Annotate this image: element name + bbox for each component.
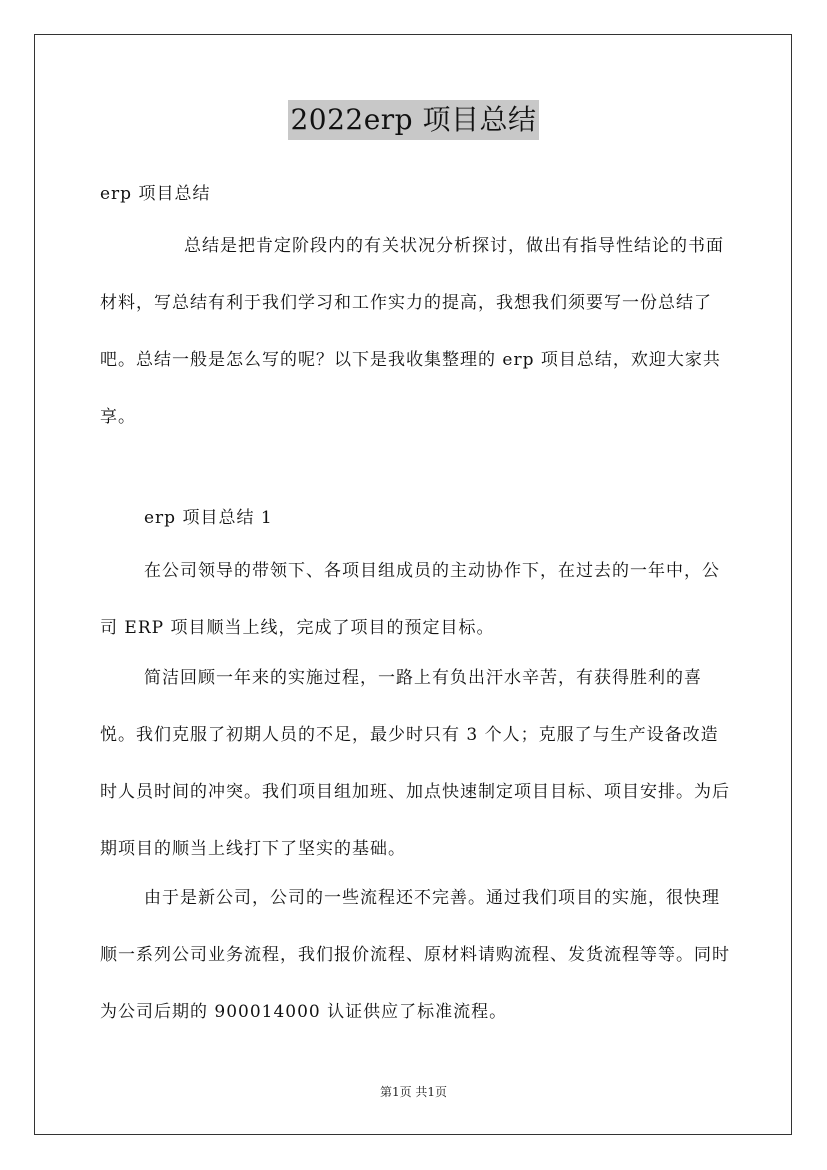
body-paragraph-3: 由于是新公司，公司的一些流程还不完善。通过我们项目的实施，很快理顺一系列公司业务流程，我们报价流程、原材料请购流程、发货流程等等。同时为公司后期的 900014000 认证供应了标准流程。	[100, 888, 730, 1022]
intro-paragraph: 总结是把肯定阶段内的有关状况分析探讨，做出有指导性结论的书面材料，写总结有利于我们学习和工作实力的提高，我想我们须要写一份总结了吧。总结一般是怎么写的呢？以下是我收集整理的 erp 项目总结，欢迎大家共享。	[100, 236, 724, 427]
title-container	[0, 100, 827, 140]
page-footer: 第1页 共1页	[379, 1085, 448, 1099]
body-paragraph-2: 简洁回顾一年来的实施过程，一路上有负出汗水辛苦，有获得胜利的喜悦。我们克服了初期人员的不足，最少时只有 3 个人；克服了与生产设备改造时人员时间的冲突。我们项目组加班、加点快速制定项目目标、项目安排。为后期项目的顺当上线打下了坚实的基础。	[100, 668, 730, 859]
document-subtitle: erp 项目总结	[100, 184, 211, 204]
body-paragraph-1: 在公司领导的带领下、各项目组成员的主动协作下，在过去的一年中，公司 ERP 项目顺当上线，完成了项目的预定目标。	[100, 561, 720, 638]
section-heading: erp 项目总结 1	[144, 508, 273, 528]
document-title: 2022erp 项目总结	[288, 100, 538, 140]
